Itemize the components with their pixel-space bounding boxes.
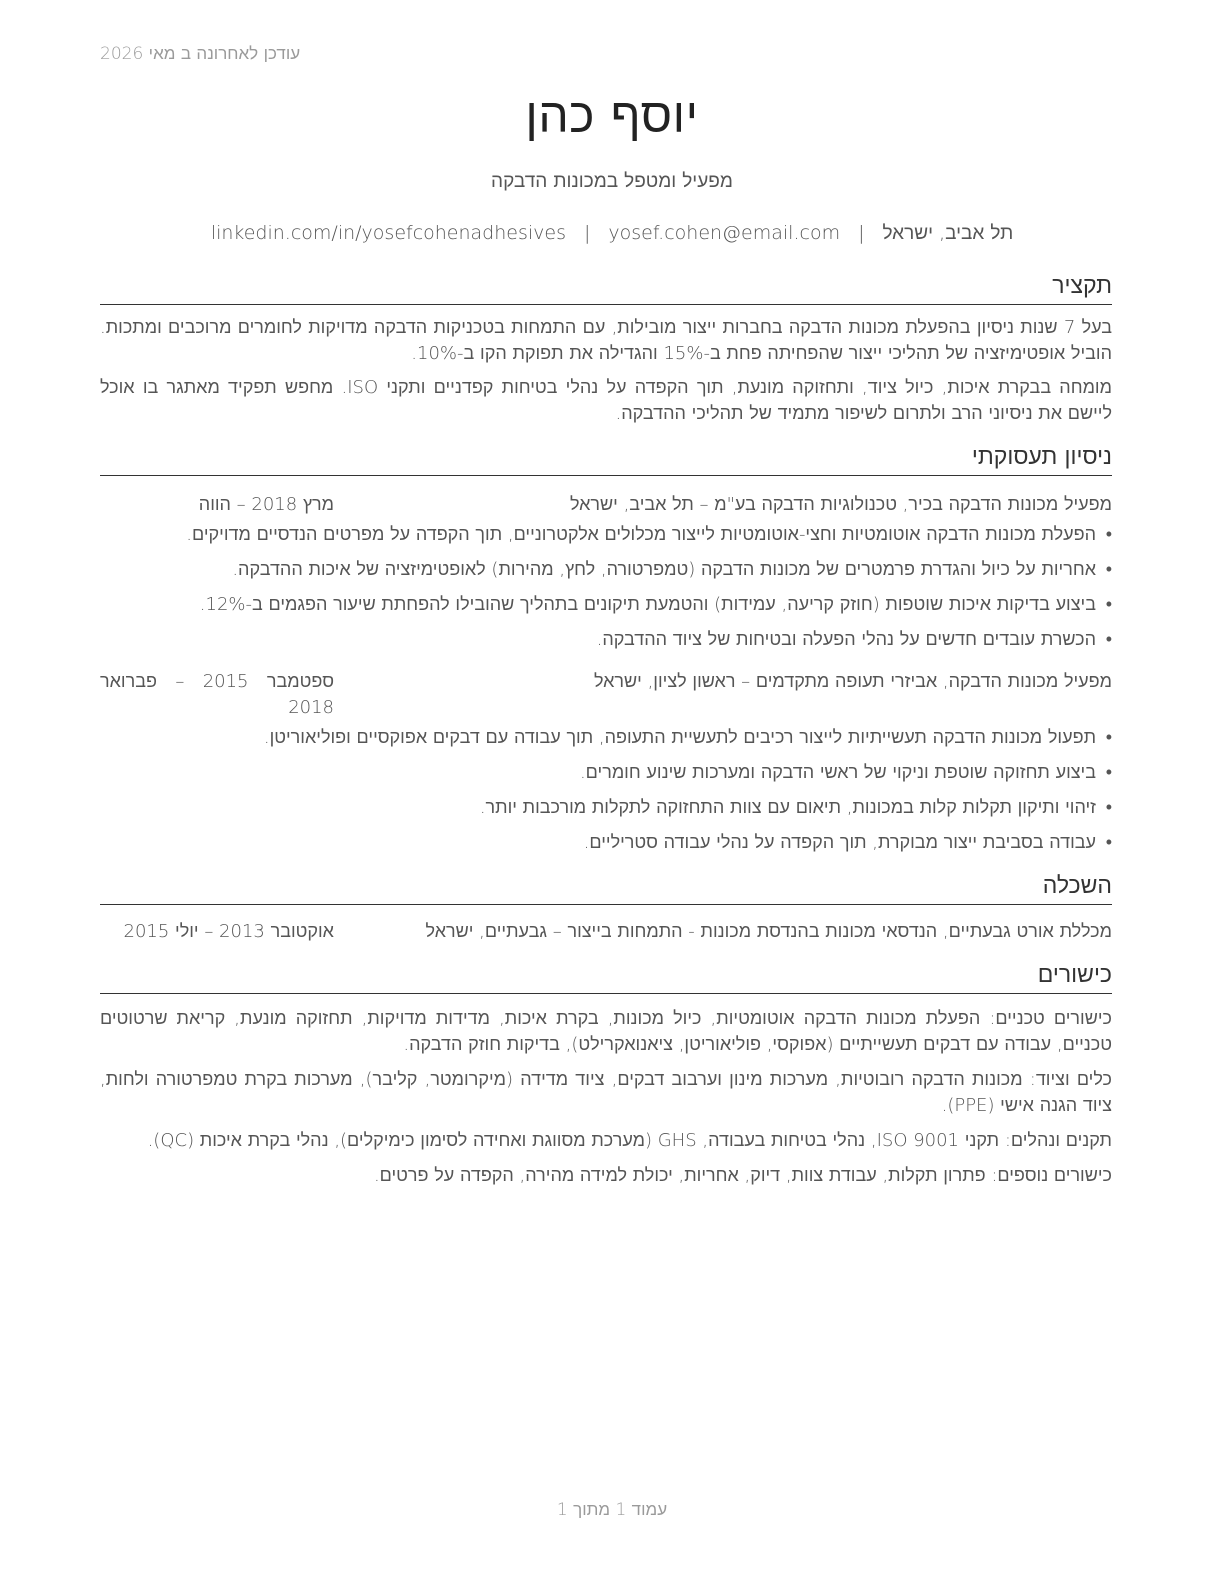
- summary-section: [100, 272, 1112, 427]
- job-header: [100, 492, 1112, 518]
- job-bullet: • תפעול מכונות הדבקה תעשייתיות לייצור רכיבים לתעשיית התעופה, תוך עבודה עם דבקים אפוקסיים ופוליאוריטן.: [100, 725, 1112, 751]
- experience-section: [100, 443, 1112, 856]
- contact-separator: |: [584, 222, 591, 244]
- section-title-summary: תקציר: [100, 272, 1112, 305]
- education-text: מכללת אורט גבעתיים, הנדסאי מכונות בהנדסת מכונות - התמחות בייצור – גבעתיים, ישראל: [425, 920, 1112, 942]
- skills-section: [100, 961, 1112, 1189]
- contact-email[interactable]: yosef.cohen@email.com: [608, 222, 841, 244]
- skill-line: תקנים ונהלים: תקני ISO 9001, נהלי בטיחות בעבודה, GHS (מערכת מסווגת ואחידה לסימון כימיקלים), נהלי בקרת איכות (QC).: [147, 1129, 1112, 1151]
- section-title-skills: כישורים: [100, 961, 1112, 994]
- job-bullets: [100, 522, 1112, 653]
- education-dates: אוקטובר 2013 – יולי 2015: [123, 920, 334, 942]
- job-bullet: • ביצוע תחזוקה שוטפת וניקוי של ראשי הדבקה ומערכות שינוע חומרים.: [100, 760, 1112, 786]
- summary-paragraph: מומחה בבקרת איכות, כיול ציוד, ותחזוקה מונעת, תוך הקפדה על נהלי בטיחות קפדניים ותקני ISO. מחפש תפקיד מאתגר בו אוכל ליישם את ניסיוני הרב ולתרום לשיפור מתמיד של תהליכי ההדבקה.: [100, 376, 1112, 424]
- job-title: מפעיל מכונות הדבקה, אביזרי תעופה מתקדמים – ראשון לציון, ישראל: [593, 670, 1112, 692]
- job-bullet: • אחריות על כיול והגדרת פרמטרים של מכונות הדבקה (טמפרטורה, לחץ, מהירות) לאופטימיזציה של איכות ההדבקה.: [100, 557, 1112, 583]
- contact-line: [0, 222, 1224, 245]
- candidate-subtitle: מפעיל ומטפל במכונות הדבקה: [491, 170, 733, 192]
- resume-content: [100, 272, 1112, 1189]
- candidate-name: יוסף כהן: [525, 88, 699, 144]
- job-bullets: [100, 725, 1112, 856]
- job-dates: ספטמבר 2015 – פברואר 2018: [100, 670, 334, 718]
- contact-separator: |: [858, 222, 865, 244]
- job-dates: מרץ 2018 – הווה: [198, 493, 334, 515]
- job-title: מפעיל מכונות הדבקה בכיר, טכנולוגיות הדבקה בע"מ – תל אביב, ישראל: [569, 493, 1112, 515]
- education-section: [100, 872, 1112, 945]
- skill-line: כלים וציוד: מכונות הדבקה רובוטיות, מערכות מינון וערבוב דבקים, ציוד מדידה (מיקרומטר, קליבר), מערכות בקרת טמפרטורה ולחות, ציוד הגנה אישי (PPE).: [100, 1068, 1112, 1116]
- contact-location: תל אביב, ישראל: [882, 222, 1014, 244]
- job-bullet: • הפעלת מכונות הדבקה אוטומטיות וחצי-אוטומטיות לייצור מכלולים אלקטרוניים, תוך הקפדה על מפרטים הנדסיים מדויקים.: [100, 522, 1112, 548]
- skill-line: כישורים טכניים: הפעלת מכונות הדבקה אוטומטיות, כיול מכונות, בקרת איכות, מדידות מדויקות, תחזוקה מונעת, קריאת שרטוטים טכניים, עבודה עם דבקים תעשייתיים (אפוקסי, פוליאוריטן, ציאנואקרילט), בדיקות חוזק הדבקה.: [100, 1007, 1112, 1055]
- section-title-experience: ניסיון תעסוקתי: [100, 443, 1112, 476]
- last-updated: עודכן לאחרונה ב מאי 2026: [100, 44, 301, 64]
- education-entry: [100, 919, 1112, 945]
- job-bullet: • ביצוע בדיקות איכות שוטפות (חוזק קריעה, עמידות) והטמעת תיקונים בתהליך שהובילו להפחתת שיעור הפגמים ב-12%.: [100, 592, 1112, 618]
- job-entry: [100, 492, 1112, 653]
- page-number: עמוד 1 מתוך 1: [556, 1500, 668, 1520]
- contact-linkedin[interactable]: linkedin.com/in/yosefcohenadhesives: [210, 222, 566, 244]
- job-entry: [100, 669, 1112, 856]
- job-bullet: • הכשרת עובדים חדשים על נהלי הפעלה ובטיחות של ציוד ההדבקה.: [100, 627, 1112, 653]
- summary-paragraph: בעל 7 שנות ניסיון בהפעלת מכונות הדבקה בחברות ייצור מובילות, עם התמחות בטכניקות הדבקה מדויקות לחומרים מרוכבים ומתכות. הוביל אופטימיזציה של תהליכי ייצור שהפחיתה פחת ב-15% והגדילה את תפוקת הקו ב-10%.: [100, 316, 1113, 364]
- skill-line: כישורים נוספים: פתרון תקלות, עבודת צוות, דיוק, אחריות, יכולת למידה מהירה, הקפדה על פרטים.: [373, 1164, 1112, 1186]
- job-header: [100, 669, 1112, 721]
- job-bullet: • זיהוי ותיקון תקלות קלות במכונות, תיאום עם צוות התחזוקה לתקלות מורכבות יותר.: [100, 795, 1112, 821]
- job-bullet: • עבודה בסביבת ייצור מבוקרת, תוך הקפדה על נהלי עבודה סטריליים.: [100, 830, 1112, 856]
- section-title-education: השכלה: [100, 872, 1112, 905]
